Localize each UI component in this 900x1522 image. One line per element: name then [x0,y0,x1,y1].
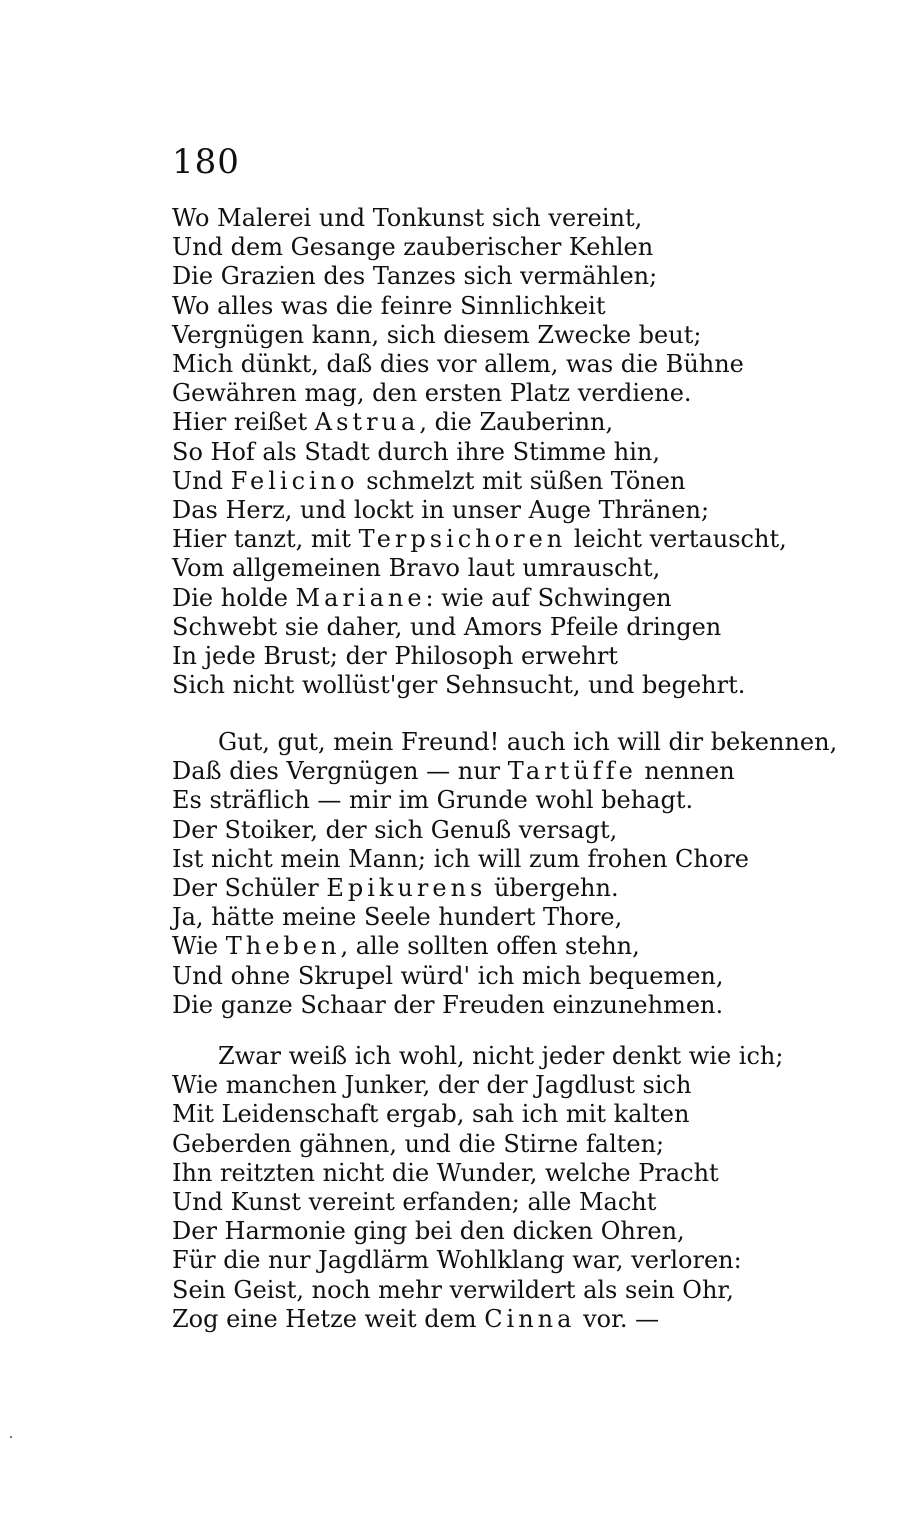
line-text: leicht vertauscht, [566,525,787,554]
verse-line: Gewähren mag, den ersten Platz verdiene. [172,379,692,408]
verse-line: Der Harmonie ging bei den dicken Ohren, [172,1217,685,1246]
line-text: Der Schüler [172,874,327,903]
line-text: nennen [636,757,735,786]
stanza-2 [172,728,872,1020]
verse-line: Die ganze Schaar der Freuden einzunehmen. [172,990,724,1019]
verse-line: Mich dünkt, daß dies vor allem, was die Bühne [172,350,744,379]
verse-line: Wo alles was die feinre Sinnlichkeit [172,291,606,320]
line-text: Und [172,466,231,495]
verse-line: Wo Malerei und Tonkunst sich vereint, [172,204,643,232]
line-text: Hier reißet [172,408,315,437]
line-text: , die Zauberinn, [419,408,614,437]
line-text: , alle sollten offen stehn, [340,932,640,961]
verse-line: Ist nicht mein Mann; ich will zum frohen Chore [172,844,749,873]
verse-line: In jede Brust; der Philosoph erwehrt [172,642,618,671]
margin-speck [10,1436,12,1438]
verse-line: Für die nur Jagdlärm Wohlklang war, verloren: [172,1246,742,1275]
emphasized-name: Cinna [484,1304,576,1333]
verse-line: Sich nicht wollüst'ger Sehnsucht, und begehrt. [172,671,746,700]
verse-line: Der Stoiker, der sich Genuß versagt, [172,815,618,844]
verse-line: Geberden gähnen, und die Stirne falten; [172,1129,665,1158]
emphasized-name: Theben [225,932,341,961]
stanza-3 [172,1042,872,1334]
verse-line: Gut, gut, mein Freund! auch ich will dir bekennen, [218,728,838,756]
line-text: : wie auf Schwingen [425,583,672,612]
verse-line [172,584,872,613]
line-text: vor. — [575,1304,660,1333]
page-number: 180 [172,142,240,182]
emphasized-name: Astrua [314,408,420,437]
verse-line: Schwebt sie daher, und Amors Pfeile dringen [172,612,722,641]
verse-line: Vom allgemeinen Bravo laut umrauscht, [172,554,661,583]
verse-line: Und Kunst vereint erfanden; alle Macht [172,1188,657,1217]
verse-line: Es sträflich — mir im Grunde wohl behagt. [172,786,694,815]
line-text: übergehn. [486,874,619,903]
emphasized-name: Tartüffe [507,757,637,786]
verse-line [172,467,872,496]
line-text: Daß dies Vergnügen — nur [172,757,508,786]
verse-line [172,757,872,786]
emphasized-name: Mariane [295,583,426,612]
verse-line: So Hof als Stadt durch ihre Stimme hin, [172,437,660,466]
verse-line: Zwar weiß ich wohl, nicht jeder denkt wie ich; [218,1042,784,1070]
verse-line: Wie manchen Junker, der der Jagdlust sich [172,1071,692,1100]
verse-line [172,408,872,437]
verse-line: Mit Leidenschaft ergab, sah ich mit kalten [172,1100,690,1129]
emphasized-name: Terpsichoren [358,525,567,554]
verse-line: Sein Geist, noch mehr verwildert als sein Ohr, [172,1275,734,1304]
line-text: Zog eine Hetze weit dem [172,1304,485,1333]
verse-line: Ihn reitzten nicht die Wunder, welche Pracht [172,1158,719,1187]
line-text: Wie [172,932,226,961]
verse-line: Und ohne Skrupel würd' ich mich bequemen, [172,961,724,990]
verse-line: Das Herz, und lockt in unser Auge Thränen; [172,496,710,525]
verse-line: Vergnügen kann, sich diesem Zwecke beut; [172,320,702,349]
line-text: Hier tanzt, mit [172,525,359,554]
verse-line [172,1305,872,1334]
emphasized-name: Epikurens [326,874,487,903]
verse-line [172,932,872,961]
verse-line: Die Grazien des Tanzes sich vermählen; [172,262,658,291]
stanza-1 [172,204,872,700]
line-text: Die holde [172,583,296,612]
verse-line: Ja, hätte meine Seele hundert Thore, [172,903,623,932]
verse-line: Und dem Gesange zauberischer Kehlen [172,233,654,262]
emphasized-name: Felicino [230,466,359,495]
line-text: schmelzt mit süßen Tönen [358,466,686,495]
verse-line [172,874,872,903]
verse-line [172,525,872,554]
